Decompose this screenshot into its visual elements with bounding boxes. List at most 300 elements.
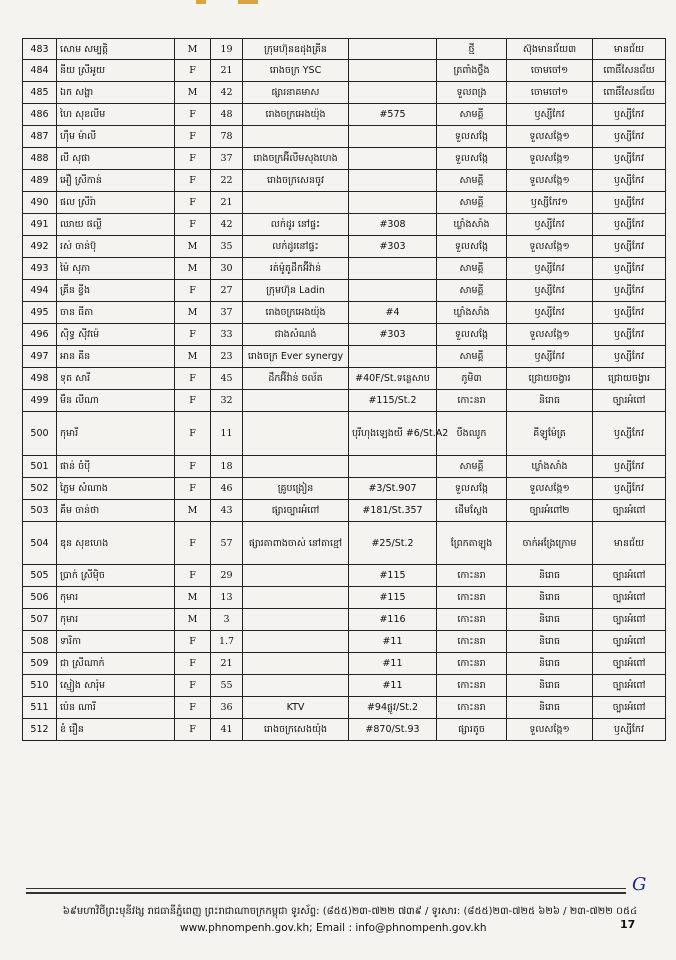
cell-age: 45: [211, 368, 243, 390]
cell-workplace: រោងចក្រអេងយ៉ុង: [243, 104, 349, 126]
table-row: [23, 565, 666, 587]
cell-district: ច្បារអំពៅ: [593, 631, 666, 653]
cell-name: កុមារ: [57, 587, 175, 609]
cell-village: កោះនរា: [437, 631, 507, 653]
cell-number: 502: [23, 478, 57, 500]
cell-district: ពោធិ៍សែនជ័យ: [593, 60, 666, 82]
cell-sex: F: [175, 522, 211, 565]
cell-workplace: រោងចក្រអ៊ីលីមសុងហេង: [243, 148, 349, 170]
cell-workplace: គ្រូបង្រៀន: [243, 478, 349, 500]
cell-workplace: [243, 587, 349, 609]
cell-workplace: ដឹកអ៊ីវ៉ាន់ ចល័ត: [243, 368, 349, 390]
cell-village: ត្រពាំងថ្លឹង: [437, 60, 507, 82]
cell-village: ទួលសង្កែ: [437, 478, 507, 500]
cell-commune: ឫស្សីកែវ: [507, 214, 593, 236]
cell-district: ឫស្សីកែវ: [593, 258, 666, 280]
cell-village: សាមគ្គី: [437, 104, 507, 126]
cell-house-street: [349, 456, 437, 478]
cell-district: ឫស្សីកែវ: [593, 236, 666, 258]
cell-house-street: #303: [349, 236, 437, 258]
cell-district: ឫស្សីកែវ: [593, 170, 666, 192]
cell-name: ស្មៀង សារ៉ុម: [57, 675, 175, 697]
cell-village: សាមគ្គី: [437, 170, 507, 192]
cell-house-street: [349, 346, 437, 368]
cell-house-street: [349, 39, 437, 60]
cell-house-street: #4: [349, 302, 437, 324]
cell-age: 42: [211, 214, 243, 236]
cell-village: កោះនរា: [437, 565, 507, 587]
records-table: [22, 38, 666, 741]
cell-village: កោះនរា: [437, 587, 507, 609]
cell-sex: F: [175, 565, 211, 587]
cell-name: ជា ស្រីណាក់: [57, 653, 175, 675]
cell-number: 510: [23, 675, 57, 697]
cell-commune: ស៊ុង​មានជ័យ៣: [507, 39, 593, 60]
cell-number: 486: [23, 104, 57, 126]
table-row: [23, 258, 666, 280]
cell-village: ទួលសង្កែ: [437, 236, 507, 258]
cell-workplace: ផ្សារនាគមាស: [243, 82, 349, 104]
cell-age: 30: [211, 258, 243, 280]
cell-workplace: [243, 565, 349, 587]
cell-number: 511: [23, 697, 57, 719]
top-mark: [196, 0, 206, 4]
cell-district: មានជ័យ: [593, 522, 666, 565]
cell-village: សាមគ្គី: [437, 192, 507, 214]
cell-village: សាមគ្គី: [437, 280, 507, 302]
cell-house-street: #3/St.907: [349, 478, 437, 500]
cell-workplace: ក្រុមហ៊ុនឧដុងគ្រីន: [243, 39, 349, 60]
cell-workplace: ជាងសំណង់: [243, 324, 349, 346]
table-row: [23, 302, 666, 324]
cell-age: 21: [211, 60, 243, 82]
cell-number: 496: [23, 324, 57, 346]
cell-sex: F: [175, 390, 211, 412]
cell-district: ឫស្សីកែវ: [593, 302, 666, 324]
cell-sex: F: [175, 631, 211, 653]
cell-name: រស់ ចាន់ប៊ុ: [57, 236, 175, 258]
table-row: [23, 412, 666, 456]
cell-house-street: #308: [349, 214, 437, 236]
cell-commune: និរោធ: [507, 675, 593, 697]
cell-district: ឫស្សីកែវ: [593, 192, 666, 214]
cell-house-street: #11: [349, 653, 437, 675]
table-row: [23, 324, 666, 346]
cell-district: ឫស្សីកែវ: [593, 324, 666, 346]
cell-age: 29: [211, 565, 243, 587]
cell-name: ហ៊ឹម ម៉ាលី: [57, 126, 175, 148]
cell-house-street: #303: [349, 324, 437, 346]
cell-district: ច្បារអំពៅ: [593, 500, 666, 522]
table-row: [23, 214, 666, 236]
cell-age: 43: [211, 500, 243, 522]
signature-mark: G: [632, 874, 647, 895]
cell-number: 501: [23, 456, 57, 478]
cell-workplace: រោងចក្រអេងយ៉ុង: [243, 302, 349, 324]
cell-commune: និរោធ: [507, 653, 593, 675]
cell-sex: F: [175, 104, 211, 126]
cell-name: កុមារ: [57, 609, 175, 631]
cell-name: គ្រីន ខ្វីង: [57, 280, 175, 302]
cell-commune: ឃ្លាំងសាំង: [507, 456, 593, 478]
cell-house-street: #11: [349, 631, 437, 653]
cell-name: ឈាយ ផល្លី: [57, 214, 175, 236]
cell-commune: និរោធ: [507, 565, 593, 587]
cell-workplace: លក់ដូរ នៅផ្ទះ: [243, 214, 349, 236]
table-row: [23, 653, 666, 675]
cell-village: ផ្សារតូច: [437, 719, 507, 741]
cell-district: ច្បារអំពៅ: [593, 587, 666, 609]
cell-number: 488: [23, 148, 57, 170]
cell-sex: M: [175, 82, 211, 104]
cell-age: 22: [211, 170, 243, 192]
cell-workplace: ក្រុមហ៊ុន Ladin: [243, 280, 349, 302]
cell-commune: ចោមចៅ១: [507, 60, 593, 82]
table-row: [23, 587, 666, 609]
cell-village: កោះនរា: [437, 653, 507, 675]
cell-age: 33: [211, 324, 243, 346]
cell-sex: M: [175, 39, 211, 60]
cell-sex: F: [175, 368, 211, 390]
top-mark: [238, 0, 258, 4]
table-row: [23, 456, 666, 478]
cell-age: 21: [211, 653, 243, 675]
cell-district: ច្បារអំពៅ: [593, 653, 666, 675]
cell-age: 19: [211, 39, 243, 60]
cell-age: 42: [211, 82, 243, 104]
cell-sex: F: [175, 719, 211, 741]
cell-workplace: [243, 390, 349, 412]
cell-house-street: [349, 258, 437, 280]
top-decoration: [0, 0, 676, 14]
cell-house-street: #11: [349, 675, 437, 697]
cell-number: 494: [23, 280, 57, 302]
cell-name: កុមារី: [57, 412, 175, 456]
cell-house-street: #115/St.2: [349, 390, 437, 412]
cell-commune: ទួលសង្កែ១: [507, 126, 593, 148]
table-row: [23, 719, 666, 741]
cell-age: 36: [211, 697, 243, 719]
cell-name: ផល ស្រីរ៉ា: [57, 192, 175, 214]
cell-sex: M: [175, 236, 211, 258]
cell-sex: M: [175, 302, 211, 324]
cell-district: មានជ័យ: [593, 39, 666, 60]
cell-number: 498: [23, 368, 57, 390]
cell-workplace: [243, 126, 349, 148]
cell-district: ឫស្សីកែវ: [593, 148, 666, 170]
cell-commune: ជ្រោយចង្វារ: [507, 368, 593, 390]
table-row: [23, 280, 666, 302]
cell-commune: ទួលសង្កែ១: [507, 236, 593, 258]
cell-name: ទារិកា: [57, 631, 175, 653]
cell-workplace: រោងចក្រ YSC: [243, 60, 349, 82]
cell-commune: ឫស្សីកែវ: [507, 346, 593, 368]
cell-age: 48: [211, 104, 243, 126]
cell-sex: F: [175, 697, 211, 719]
cell-sex: F: [175, 170, 211, 192]
cell-sex: F: [175, 675, 211, 697]
cell-workplace: [243, 456, 349, 478]
cell-name: គឹម ចាន់ថា: [57, 500, 175, 522]
cell-district: ច្បារអំពៅ: [593, 565, 666, 587]
cell-age: 11: [211, 412, 243, 456]
cell-sex: F: [175, 324, 211, 346]
cell-district: ច្បារអំពៅ: [593, 390, 666, 412]
footer-divider: [26, 892, 626, 894]
cell-age: 1.7: [211, 631, 243, 653]
cell-house-street: [349, 60, 437, 82]
cell-number: 495: [23, 302, 57, 324]
table-row: [23, 126, 666, 148]
cell-village: ទួលពង្រ: [437, 82, 507, 104]
cell-age: 18: [211, 456, 243, 478]
cell-age: 3: [211, 609, 243, 631]
cell-district: ឫស្សីកែវ: [593, 280, 666, 302]
table-row: [23, 192, 666, 214]
cell-workplace: លក់ដូរនៅផ្ទះ: [243, 236, 349, 258]
cell-commune: ឫស្សីកែវ: [507, 258, 593, 280]
cell-number: 505: [23, 565, 57, 587]
cell-number: 504: [23, 522, 57, 565]
cell-age: 78: [211, 126, 243, 148]
table-row: [23, 675, 666, 697]
cell-number: 509: [23, 653, 57, 675]
cell-age: 37: [211, 148, 243, 170]
cell-workplace: រោងចក្រ Ever synergy: [243, 346, 349, 368]
cell-number: 490: [23, 192, 57, 214]
cell-house-street: #94ផ្លូវ/St.2: [349, 697, 437, 719]
cell-age: 57: [211, 522, 243, 565]
cell-sex: M: [175, 609, 211, 631]
cell-age: 55: [211, 675, 243, 697]
cell-village: សាមគ្គី: [437, 258, 507, 280]
cell-number: 500: [23, 412, 57, 456]
cell-commune: ឫស្សីកែវ: [507, 104, 593, 126]
cell-commune: ទួលសង្កែ១: [507, 719, 593, 741]
cell-commune: ឫស្សីកែវ: [507, 280, 593, 302]
cell-number: 503: [23, 500, 57, 522]
table-row: [23, 500, 666, 522]
cell-commune: ចោមចៅ១: [507, 82, 593, 104]
cell-commune: និរោធ: [507, 390, 593, 412]
cell-age: 35: [211, 236, 243, 258]
cell-name: ភ្លៃម សំណាង: [57, 478, 175, 500]
cell-workplace: [243, 675, 349, 697]
cell-house-street: [349, 280, 437, 302]
table-row: [23, 522, 666, 565]
cell-house-street: #115: [349, 587, 437, 609]
cell-village: ឃ្លាំងសាំង: [437, 302, 507, 324]
cell-district: ឫស្សីកែវ: [593, 412, 666, 456]
cell-commune: ឫស្សីកែវ១: [507, 192, 593, 214]
cell-district: ច្បារអំពៅ: [593, 609, 666, 631]
cell-number: 485: [23, 82, 57, 104]
cell-commune: និរោធ: [507, 587, 593, 609]
cell-village: សាមគ្គី: [437, 456, 507, 478]
cell-number: 487: [23, 126, 57, 148]
cell-age: 23: [211, 346, 243, 368]
cell-sex: M: [175, 346, 211, 368]
cell-number: 499: [23, 390, 57, 412]
cell-village: ដើមស្លែង: [437, 500, 507, 522]
cell-name: មឹន លីណា: [57, 390, 175, 412]
cell-district: ច្បារអំពៅ: [593, 697, 666, 719]
cell-number: 506: [23, 587, 57, 609]
cell-number: 484: [23, 60, 57, 82]
cell-village: ឃ្លាំងសាំង: [437, 214, 507, 236]
cell-name: ស៊ិទ្ធ ស៊ីវម៉េ: [57, 324, 175, 346]
table-row: [23, 60, 666, 82]
cell-house-street: [349, 126, 437, 148]
cell-name: សោម សម្បត្តិ: [57, 39, 175, 60]
cell-house-street: #25/St.2: [349, 522, 437, 565]
cell-house-street: #181/St.357: [349, 500, 437, 522]
cell-name: ផាន់ ចំប៉ី: [57, 456, 175, 478]
cell-commune: ចាក់អង្រែក្រោម: [507, 522, 593, 565]
cell-district: ឫស្សីកែវ: [593, 346, 666, 368]
cell-district: ឫស្សីកែវ: [593, 214, 666, 236]
cell-sex: M: [175, 587, 211, 609]
cell-sex: F: [175, 126, 211, 148]
cell-house-street: [349, 148, 437, 170]
cell-village: កោះនរា: [437, 675, 507, 697]
table-row: [23, 697, 666, 719]
table-row: [23, 609, 666, 631]
table-row: [23, 170, 666, 192]
cell-workplace: KTV: [243, 697, 349, 719]
cell-age: 41: [211, 719, 243, 741]
cell-house-street: #40F/St.ទន្លេសាប: [349, 368, 437, 390]
cell-workplace: ផ្សារច្បារអំពៅ: [243, 500, 349, 522]
footer-address: ៦៩មហាវិថីព្រះមុនីវង្ស រាជធានីភ្នំពេញ ព្រះរាជាណាចក្រកម្ពុជា ទូរស័ព្ទ: (៨៥៥)២៣-៧២២ ៧៣៩ / ទូរសារ: (៨៥៥)២៣-៧២៥ ៦២៦ / ២៣-៧២២ ០៥៤: [62, 906, 638, 917]
cell-house-street: #575: [349, 104, 437, 126]
cell-commune: ទួលសង្កែ១: [507, 478, 593, 500]
cell-number: 512: [23, 719, 57, 741]
table-row: [23, 390, 666, 412]
cell-name: ឯក សង្ហា: [57, 82, 175, 104]
table-row: [23, 39, 666, 60]
cell-house-street: [349, 82, 437, 104]
cell-village: កោះនរា: [437, 390, 507, 412]
cell-age: 46: [211, 478, 243, 500]
cell-workplace: [243, 412, 349, 456]
cell-workplace: រត់ម៉ូតូដឹកអ៊ីវ៉ាន់: [243, 258, 349, 280]
cell-age: 37: [211, 302, 243, 324]
cell-name: ប៉េន ណារី: [57, 697, 175, 719]
cell-village: ថ្មី: [437, 39, 507, 60]
cell-house-street: បុរីហុងឡេងយី #6/St.A2: [349, 412, 437, 456]
cell-sex: F: [175, 214, 211, 236]
cell-commune: គីឡូម៉ែត្រ: [507, 412, 593, 456]
table-row: [23, 346, 666, 368]
cell-name: អាន គីន: [57, 346, 175, 368]
cell-age: 13: [211, 587, 243, 609]
cell-age: 32: [211, 390, 243, 412]
cell-workplace: [243, 192, 349, 214]
cell-workplace: [243, 653, 349, 675]
cell-name: ប្រាក់ ស្រីម៉ិច: [57, 565, 175, 587]
page-number: 17: [620, 918, 636, 931]
cell-name: អឿ ស្រីកាន់: [57, 170, 175, 192]
cell-number: 497: [23, 346, 57, 368]
cell-commune: ទួលសង្កែ១: [507, 170, 593, 192]
cell-number: 507: [23, 609, 57, 631]
cell-village: ទួលសង្កែ: [437, 324, 507, 346]
footer-divider: [26, 888, 626, 889]
cell-name: ទុត សារី: [57, 368, 175, 390]
cell-number: 493: [23, 258, 57, 280]
cell-sex: M: [175, 258, 211, 280]
cell-workplace: រោងចក្រសេងយ៉ុង: [243, 719, 349, 741]
cell-village: ទួលសង្កែ: [437, 126, 507, 148]
cell-district: ឫស្សីកែវ: [593, 478, 666, 500]
cell-workplace: ផ្សារតាពាងចាស់ នៅតាខ្មៅ: [243, 522, 349, 565]
cell-house-street: [349, 170, 437, 192]
cell-sex: F: [175, 653, 211, 675]
cell-name: ចាន ធីតា: [57, 302, 175, 324]
cell-sex: F: [175, 280, 211, 302]
cell-district: ច្បារអំពៅ: [593, 675, 666, 697]
records-body: [23, 39, 666, 741]
cell-house-street: #115: [349, 565, 437, 587]
cell-age: 27: [211, 280, 243, 302]
table-row: [23, 631, 666, 653]
cell-name: ម៉ៃ សុភា: [57, 258, 175, 280]
cell-commune: និរោធ: [507, 631, 593, 653]
cell-number: 491: [23, 214, 57, 236]
cell-workplace: [243, 631, 349, 653]
cell-age: 21: [211, 192, 243, 214]
footer-web-email: www.phnompenh.gov.kh; Email : info@phnompenh.gov.kh: [180, 922, 487, 934]
cell-village: ភូមិ៣: [437, 368, 507, 390]
cell-sex: F: [175, 148, 211, 170]
cell-name: ខំ រឿន: [57, 719, 175, 741]
cell-district: ឫស្សីកែវ: [593, 719, 666, 741]
cell-village: ទួលសង្កែ: [437, 148, 507, 170]
cell-sex: F: [175, 478, 211, 500]
cell-sex: F: [175, 412, 211, 456]
cell-name: លី សុផា: [57, 148, 175, 170]
cell-number: 483: [23, 39, 57, 60]
table-row: [23, 104, 666, 126]
cell-district: ឫស្សីកែវ: [593, 456, 666, 478]
cell-name: ឌុន សុខហេង: [57, 522, 175, 565]
table-row: [23, 236, 666, 258]
cell-number: 492: [23, 236, 57, 258]
cell-sex: M: [175, 500, 211, 522]
table-row: [23, 82, 666, 104]
cell-commune: ទួលសង្កែ១: [507, 324, 593, 346]
cell-commune: ឫស្សីកែវ: [507, 302, 593, 324]
cell-commune: ច្បារអំពៅ២: [507, 500, 593, 522]
cell-house-street: #116: [349, 609, 437, 631]
cell-name: ហៃ សុខលីម: [57, 104, 175, 126]
cell-district: ឫស្សីកែវ: [593, 104, 666, 126]
cell-workplace: រោងចក្រសេនចូវ: [243, 170, 349, 192]
cell-number: 508: [23, 631, 57, 653]
cell-commune: ទួលសង្កែ១: [507, 148, 593, 170]
cell-house-street: #870/St.93: [349, 719, 437, 741]
cell-village: បឹងឈូក: [437, 412, 507, 456]
cell-district: ជ្រោយចង្វារ: [593, 368, 666, 390]
cell-village: កោះនរា: [437, 609, 507, 631]
cell-number: 489: [23, 170, 57, 192]
cell-name: នីយ ស្រីអូយ: [57, 60, 175, 82]
table-row: [23, 148, 666, 170]
cell-commune: និរោធ: [507, 609, 593, 631]
cell-village: ព្រែកតាឡុង: [437, 522, 507, 565]
cell-village: សាមគ្គី: [437, 346, 507, 368]
